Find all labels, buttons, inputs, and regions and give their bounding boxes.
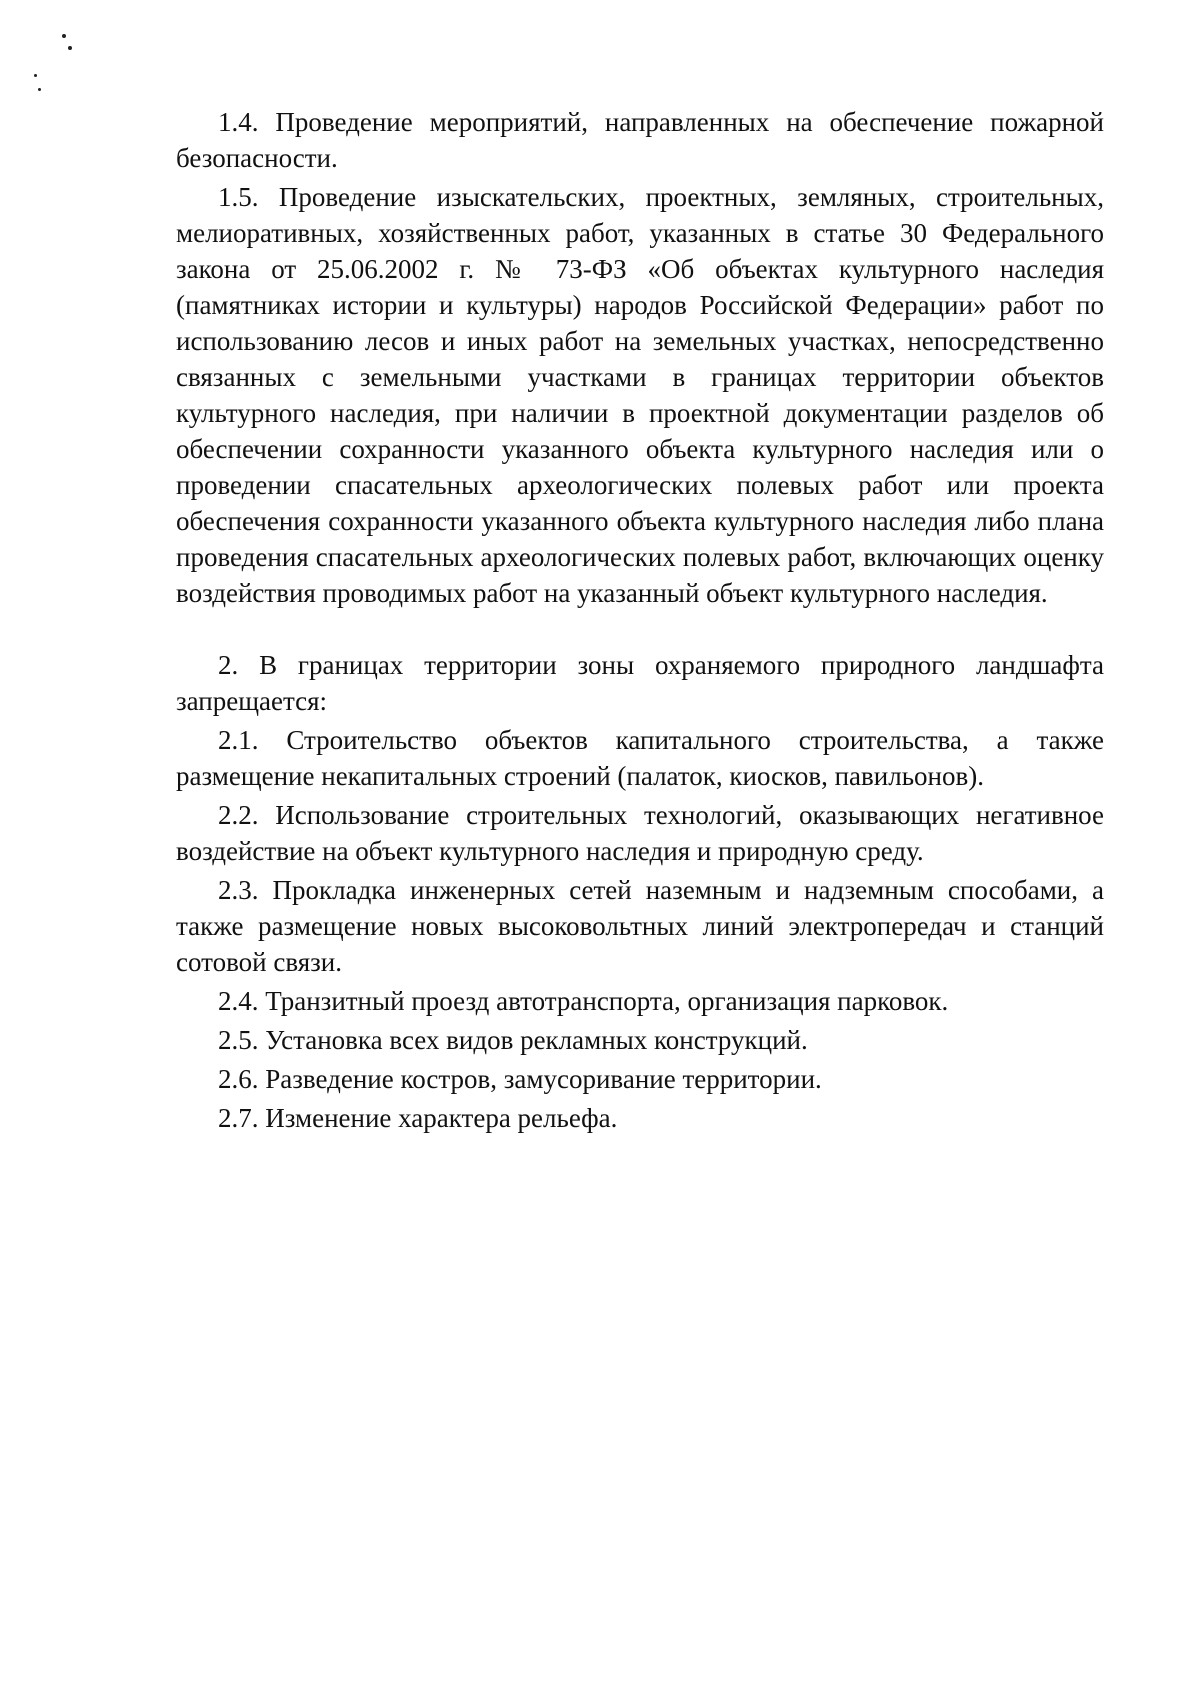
paragraph-2-4: 2.4. Транзитный проезд автотранспорта, организация парковок. bbox=[218, 986, 949, 1016]
paragraph-2-5: 2.5. Установка всех видов рекламных конструкций. bbox=[218, 1025, 808, 1055]
section-2 bbox=[176, 647, 1104, 1136]
scan-speck bbox=[38, 88, 41, 91]
scan-speck bbox=[68, 46, 72, 50]
paragraph-2-3: 2.3. Прокладка инженерных сетей наземным и надземным способами, а также размещение новых высоковольтных линий электропередач и станций сотовой связи. bbox=[176, 875, 1104, 977]
paragraph-1-5: 1.5. Проведение изыскательских, проектных, земляных, строительных, мелиоративных, хозяйственных работ, указанных в статье 30 Федерального закона от 25.06.2002 г. № 73-ФЗ «Об объектах культурного наследия (памятниках истории и культуры) народов Российской Федерации» работ по использованию лесов и иных работ на земельных участках, непосредственно связанных с земельными участками в границах территории объектов культурного наследия, при наличии в проектной документации разделов об обеспечении сохранности указанного объекта культурного наследия или о проведении спасательных археологических полевых работ или проекта обеспечения сохранности указанного объекта культурного наследия либо плана проведения спасательных археологических полевых работ, включающих оценку воздействия проводимых работ на указанный объект культурного наследия. bbox=[176, 182, 1104, 608]
section-1 bbox=[176, 104, 1104, 611]
paragraph-2: 2. В границах территории зоны охраняемого природного ландшафта запрещается: bbox=[176, 650, 1104, 716]
paragraph-2-1: 2.1. Строительство объектов капитального строительства, а также размещение некапитальных строений (палаток, киосков, павильонов). bbox=[176, 725, 1104, 791]
document-body bbox=[176, 104, 1104, 1139]
paragraph-1-4: 1.4. Проведение мероприятий, направленных на обеспечение пожарной безопасности. bbox=[176, 107, 1104, 173]
paragraph-2-7: 2.7. Изменение характера рельефа. bbox=[218, 1103, 618, 1133]
scan-speck bbox=[34, 74, 37, 77]
paragraph-2-2: 2.2. Использование строительных технологий, оказывающих негативное воздействие на объект культурного наследия и природную среду. bbox=[176, 800, 1104, 866]
scan-speck bbox=[62, 34, 66, 38]
paragraph-2-6: 2.6. Разведение костров, замусоривание территории. bbox=[218, 1064, 822, 1094]
